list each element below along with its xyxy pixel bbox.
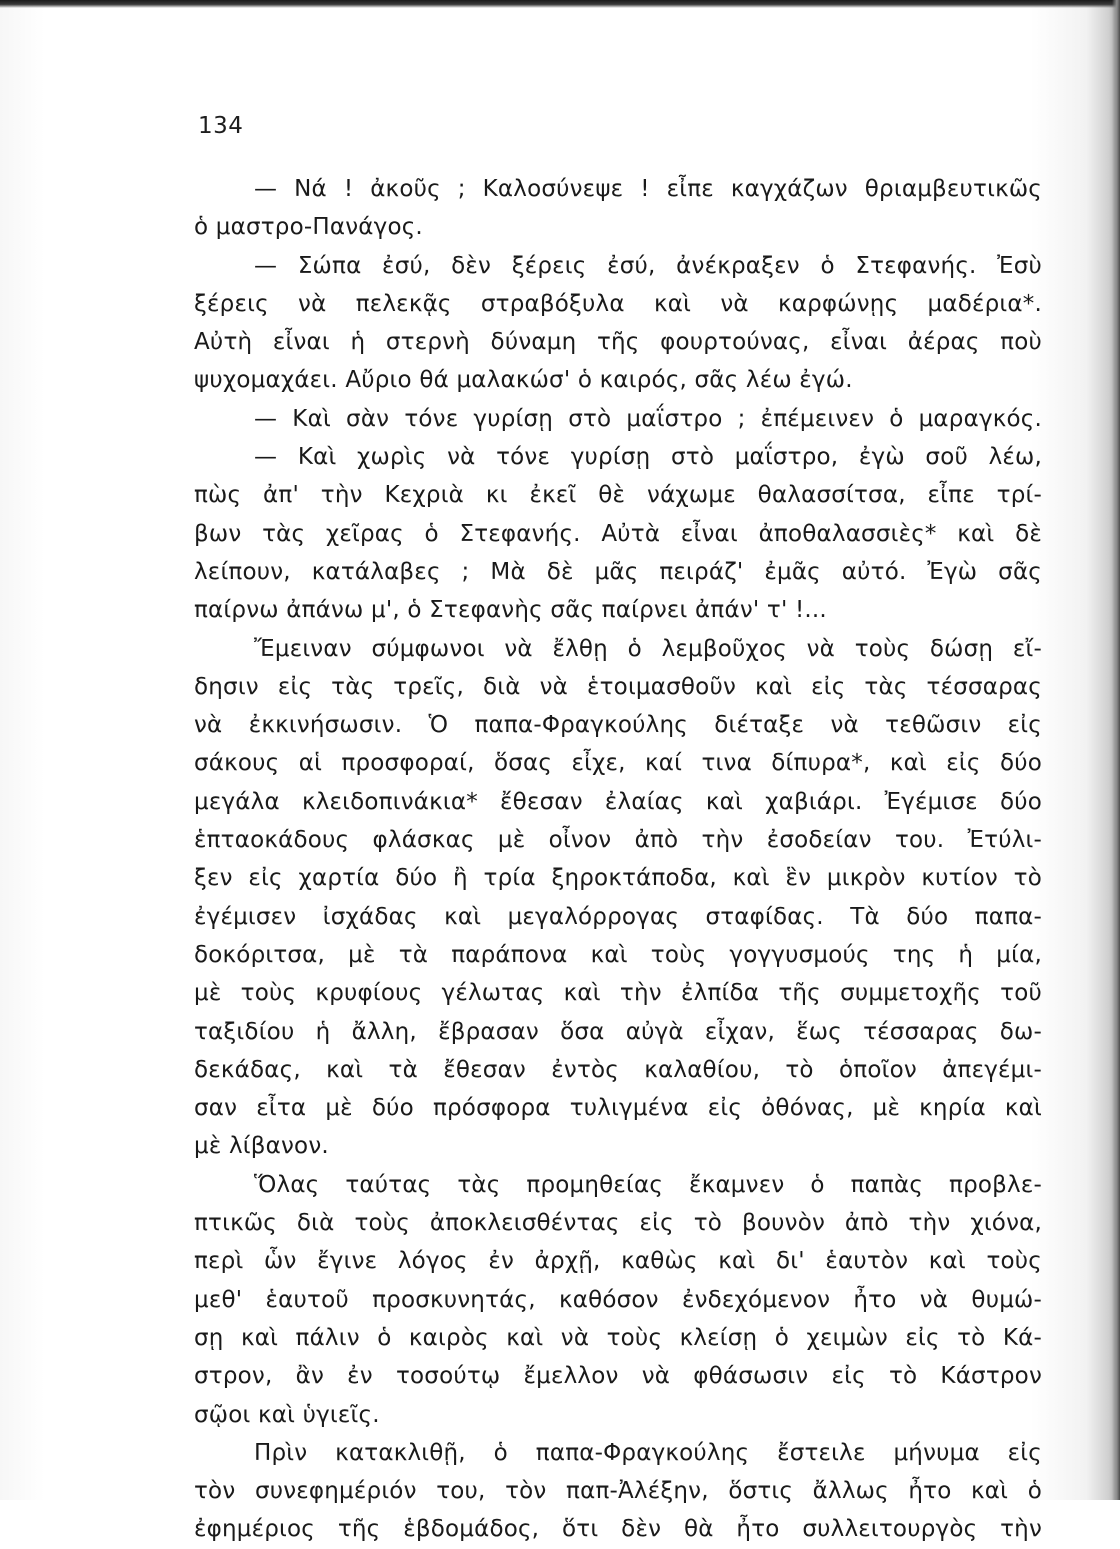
text-line: λείπουν, κατάλαβες ; Μὰ δὲ μᾶς πειράζ' ἐμᾶς αὐτό. Ἐγὼ σᾶς: [194, 558, 1042, 585]
text-line: Ἔμειναν σύμφωνοι νὰ ἔλθῃ ὁ λεμβοῦχος νὰ τοὺς δώσῃ εἴ-: [254, 635, 1042, 662]
text-line: σῃ καὶ πάλιν ὁ καιρὸς καὶ νὰ τοὺς κλείσῃ ὁ χειμὼν εἰς τὸ Κά-: [194, 1324, 1042, 1351]
text-line: νὰ ἐκκινήσωσιν. Ὁ παπα-Φραγκούλης διέταξε νὰ τεθῶσιν εἰς: [194, 712, 1042, 739]
text-line: σῷοι καὶ ὑγιεῖς.: [194, 1401, 380, 1428]
text-line: βων τὰς χεῖρας ὁ Στεφανής. Αὐτὰ εἶναι ἀποθαλασσιὲς* καὶ δὲ: [194, 520, 1042, 547]
text-line: μὲ τοὺς κρυφίους γέλωτας καὶ τὴν ἐλπίδα τῆς συμμετοχῆς τοῦ: [194, 980, 1042, 1007]
text-line: μὲ λίβανον.: [194, 1133, 329, 1160]
text-line: σαν εἶτα μὲ δύο πρόσφορα τυλιγμένα εἰς ὀθόνας, μὲ κηρία καὶ: [194, 1095, 1042, 1122]
text-line: ξέρεις νὰ πελεκᾷς στραβόξυλα καὶ νὰ καρφώνῃς μαδέρια*.: [194, 290, 1042, 317]
text-line: ξεν εἰς χαρτία δύο ἢ τρία ξηροκτάποδα, καὶ ἓν μικρὸν κυτίον τὸ: [194, 865, 1042, 892]
text-line: ταξιδίου ἡ ἄλλη, ἔβρασαν ὅσα αὐγὰ εἶχαν, ἕως τέσσαρας δω-: [194, 1018, 1042, 1045]
text-line: Αὐτὴ εἶναι ἡ στερνὴ δύναμη τῆς φουρτούνας, εἶναι ἀέρας ποὺ: [194, 329, 1042, 356]
text-line: περὶ ὧν ἔγινε λόγος ἐν ἀρχῇ, καθὼς καὶ δι' ἑαυτὸν καὶ τοὺς: [194, 1248, 1042, 1275]
body-text: [194, 170, 1042, 1549]
text-line: σάκους αἱ προσφοραί, ὅσας εἶχε, καί τινα δίπυρα*, καὶ εἰς δύο: [194, 750, 1042, 777]
text-line: ὁ μαστρο-Πανάγος.: [194, 214, 423, 241]
text-line: Ὅλας ταύτας τὰς προμηθείας ἔκαμνεν ὁ παπὰς προβλε-: [254, 1171, 1042, 1198]
page-number: 134: [198, 113, 244, 139]
text-line: τὸν συνεφημέριόν του, τὸν παπ-Ἀλέξην, ὅστις ἄλλως ἦτο καὶ ὁ: [194, 1478, 1042, 1505]
text-line: ἐφημέριος τῆς ἑβδομάδος, ὅτι δὲν θὰ ἦτο συλλειτουργὸς τὴν: [194, 1516, 1042, 1543]
text-line: δοκόριτσα, μὲ τὰ παράπονα καὶ τοὺς γογγυσμούς της ἡ μία,: [194, 941, 1042, 968]
text-line: πτικῶς διὰ τοὺς ἀποκλεισθέντας εἰς τὸ βουνὸν ἀπὸ τὴν χιόνα,: [194, 1210, 1042, 1237]
page-top-edge-shadow: [0, 0, 1120, 8]
text-line: παίρνω ἀπάνω μ', ὁ Στεφανὴς σᾶς παίρνει ἀπάν' τ' !...: [194, 597, 827, 624]
text-line: — Νά ! ἀκοῦς ; Καλοσύνεψε ! εἶπε καγχάζων θριαμβευτικῶς: [254, 176, 1042, 202]
text-line: μεθ' ἑαυτοῦ προσκυνητάς, καθόσον ἐνδεχόμενον ἦτο νὰ θυμώ-: [194, 1286, 1042, 1313]
text-line: ἑπταοκάδους φλάσκας μὲ οἶνον ἀπὸ τὴν ἐσοδείαν του. Ἐτύλι-: [194, 827, 1042, 854]
text-line: στρον, ἂν ἐν τοσούτῳ ἔμελλον νὰ φθάσωσιν εἰς τὸ Κάστρον: [194, 1363, 1042, 1390]
text-line: Πρὶν κατακλιθῇ, ὁ παπα-Φραγκούλης ἔστειλε μήνυμα εἰς: [254, 1439, 1042, 1466]
text-line: πὼς ἀπ' τὴν Κεχριὰ κι ἐκεῖ θὲ νάχωμε θαλασσίτσα, εἶπε τρί-: [194, 482, 1042, 509]
text-line: ἐγέμισεν ἰσχάδας καὶ μεγαλόρρογας σταφίδας. Τὰ δύο παπα-: [194, 903, 1042, 930]
text-line: — Σώπα ἐσύ, δὲν ξέρεις ἐσύ, ἀνέκραξεν ὁ Στεφανής. Ἐσὺ: [254, 252, 1042, 279]
text-line: — Καὶ σὰν τόνε γυρίσῃ στὸ μαΐστρο ; ἐπέμεινεν ὁ μαραγκός.: [254, 405, 1042, 432]
text-line: δεκάδας, καὶ τὰ ἔθεσαν ἐντὸς καλαθίου, τὸ ὁποῖον ἀπεγέμι-: [194, 1056, 1042, 1083]
text-line: μεγάλα κλειδοπινάκια* ἔθεσαν ἐλαίας καὶ χαβιάρι. Ἐγέμισε δύο: [194, 788, 1042, 815]
page-right-edge-shadow: [1112, 0, 1120, 1500]
text-line: ψυχομαχάει. Αὔριο θά μαλακώσ' ὁ καιρός, σᾶς λέω ἐγώ.: [194, 367, 853, 394]
text-line: δησιν εἰς τὰς τρεῖς, διὰ νὰ ἑτοιμασθοῦν καὶ εἰς τὰς τέσσαρας: [194, 673, 1042, 700]
text-line: — Καὶ χωρὶς νὰ τόνε γυρίσῃ στὸ μαΐστρο, ἐγὼ σοῦ λέω,: [254, 444, 1042, 471]
